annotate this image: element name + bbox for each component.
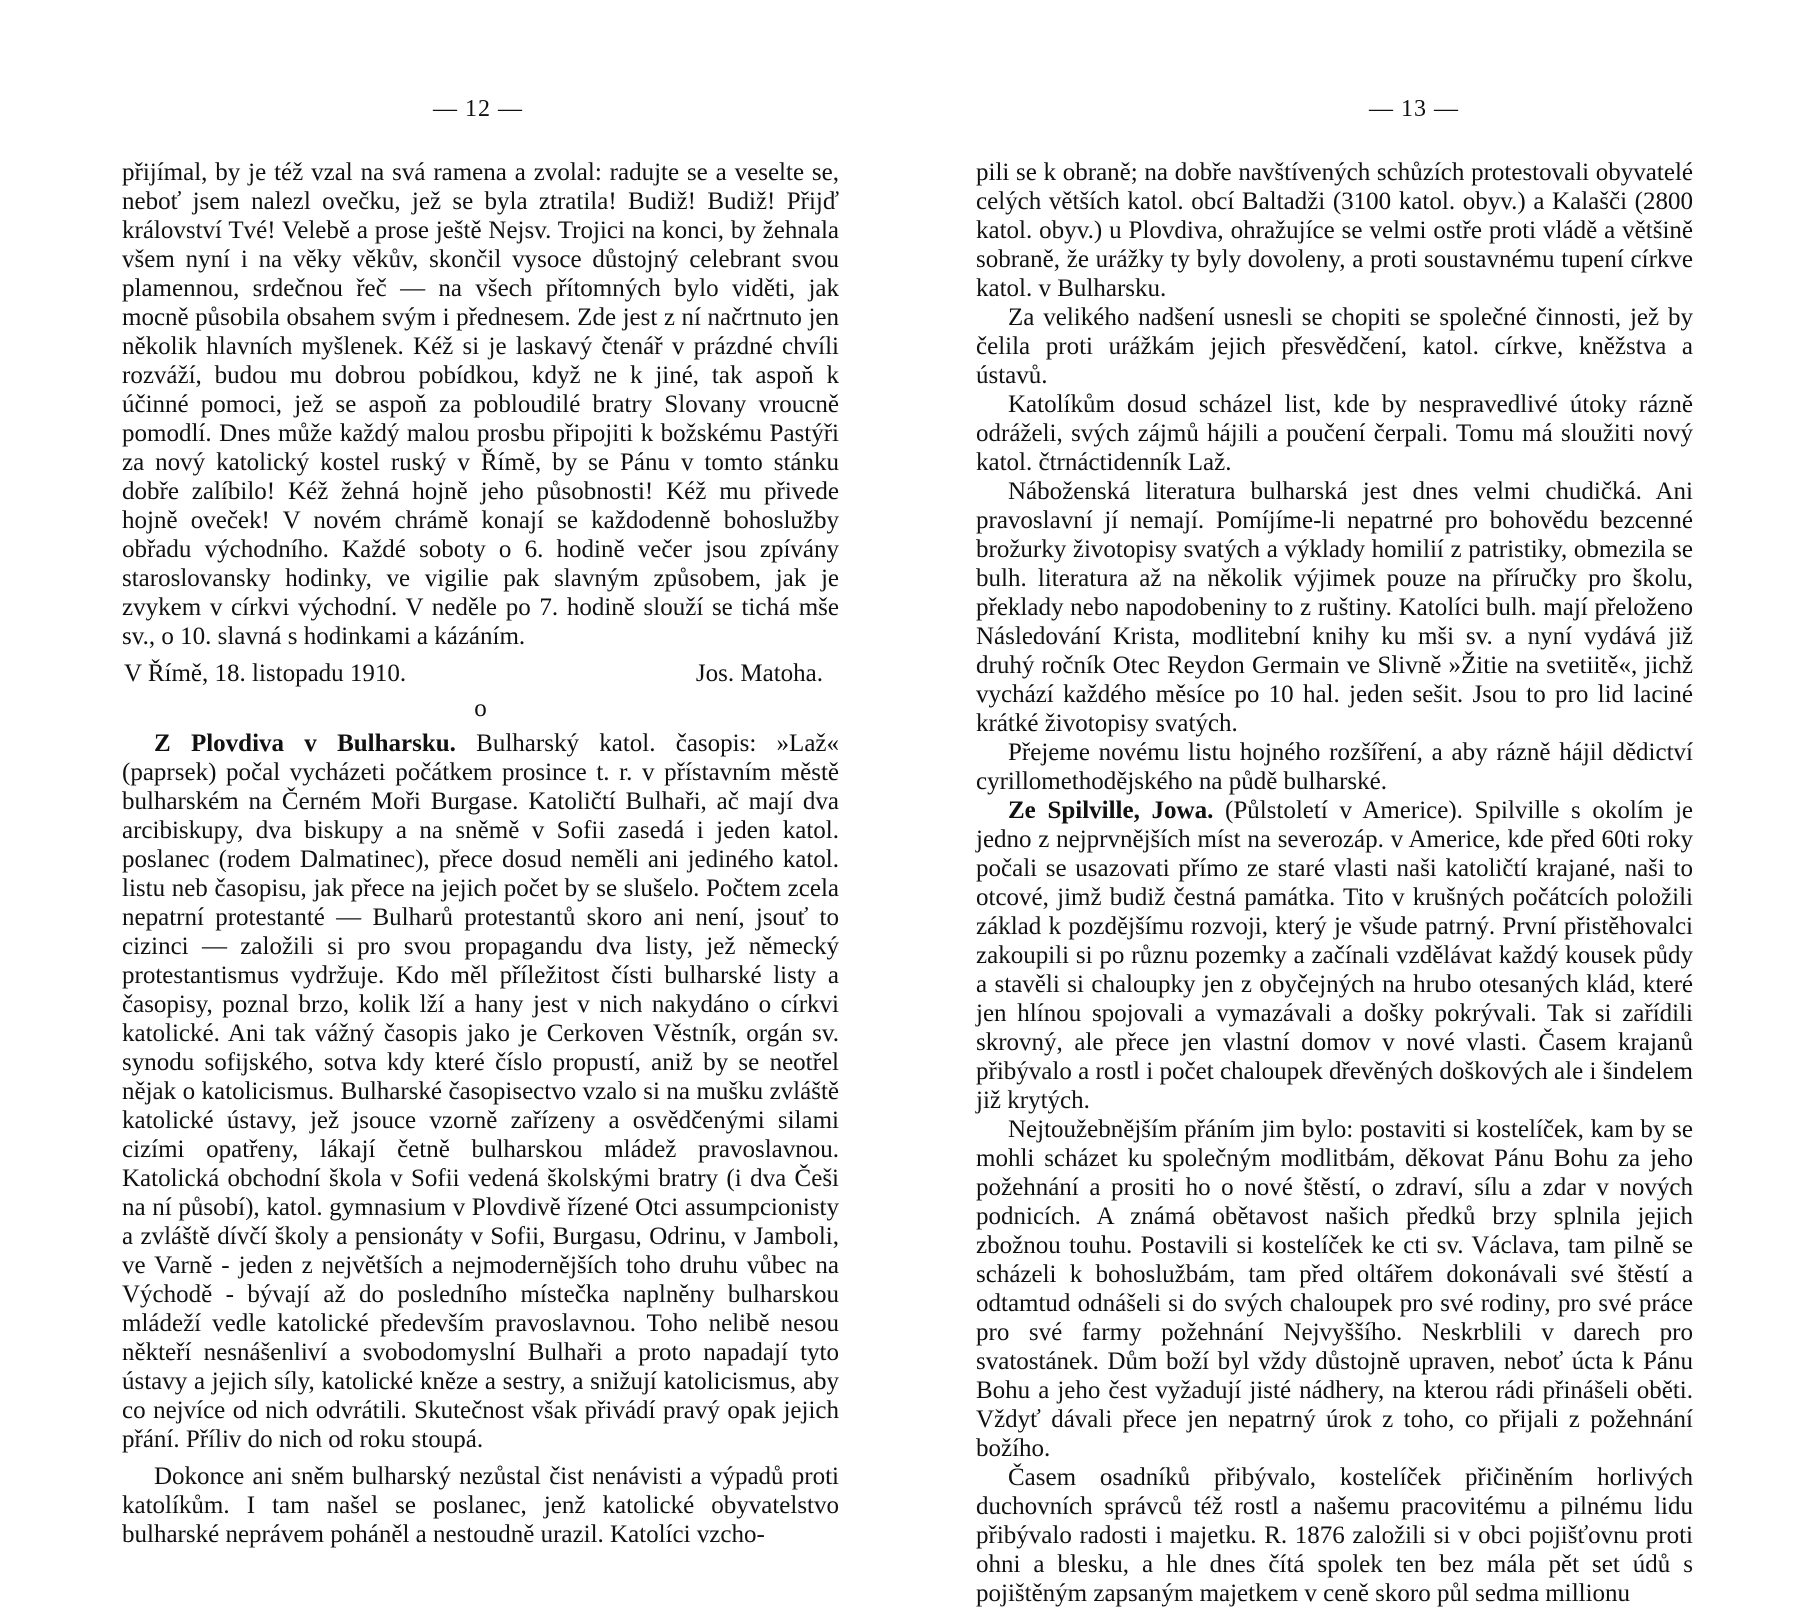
signature-line <box>122 659 839 688</box>
paragraph-plovdiv <box>122 729 839 1454</box>
page-number-right: — 13 — <box>1369 96 1459 122</box>
section-separator: o <box>474 695 487 722</box>
paragraph: Časem osadníků přibývalo, kostelíček přičiněním horlivých duchovních správců též rostl a našemu pracovitému a pilnému lidu přibývalo radosti i majetku. R. 1876 založili si v obci pojišťovnu proti ohni a blesku, a hle dnes čítá spolek ten bez mála pět set údů s pojištěným zapsaným majetkem v ceně skoro půl sedma millionu <box>976 1464 1693 1607</box>
paragraph: Dokonce ani sněm bulharský nezůstal čist nenávisti a výpadů proti katolíkům. I tam našel se poslanec, jenž katolické obyvatelstvo bulharské neprávem poháněl a nestoudně urazil. Katolíci vzcho- <box>122 1463 839 1548</box>
right-column <box>976 158 1693 1608</box>
left-page <box>0 0 902 1548</box>
paragraph: Náboženská literatura bulharská jest dnes velmi chudičká. Ani pravoslavní jí nemají. Pomíjíme-li nepatrné pro bohovědu bezcenné brožurky životopisy svatých a výklady homilií z patristiky, obmezila se bulh. literatura až na několik výjimek pouze na příručky pro školu, překlady nebo napodobeniny to z ruštiny. Katolíci bulh. mají přeloženo Následování Krista, modlitební knihy ku mši sv. a nyní vydává již druhý ročník Otec Reydon Germain ve Slivně »Žitie na svetiitě«, jichž vychází každého měsíce po 10 hal. jeden sešit. Jsou to pro lid laciné krátké životopisy svatých. <box>976 478 1693 737</box>
paragraph: přijímal, by je též vzal na svá ramena a zvolal: radujte se a veselte se, neboť jsem nalezl ovečku, jež se byla ztratila! Budiž! Budiž! Přijď království Tvé! Velebě a prose ještě Nejsv. Trojici na konci, by žehnala všem nyní i na věky věkův, skončil vysoce důstojný celebrant svou plamennou, srdečnou řeč — na všech přítomných bylo viděti, jak mocně působila obsahem svým i přednesem. Zde jest z ní načrtnuto jen několik hlavních myšlenek. Kéž si je laskavý čtenář v prázdné chvíli rozváží, budou mu dobrou pobídkou, když ne k jiné, tak aspoň k účinné pomoci, jež se aspoň za pobloudilé bratry Slovany vroucně pomodlí. Dnes může každý malou prosbu připojiti k božskému Pastýři za nový katolický kostel ruský v Římě, by se Pánu v tomto stánku dobře zalíbilo! Kéž žehná hojně jeho působnosti! Kéž mu přivede hojně oveček! V novém chrámě konají se každodenně bohoslužby obřadu východního. Každé soboty o 6. hodině večer jsou zpívány staroslovansky hodinky, ve vigilie pak slavným způsobem, jak je zvykem v církvi východní. V neděle po 7. hodině slouží se tichá mše sv., o 10. slavná s hodinkami a kázáním. <box>122 159 839 650</box>
paragraph: pili se k obraně; na dobře navštívených schůzích protestovali obyvatelé celých větších katol. obcí Baltadži (3100 katol. obyv.) a Kalašči (2800 katol. obyv.) u Plovdiva, ohražujíce se velmi ostře proti vládě a většině sobraně, že urážky ty byly dovoleny, a proti soustavnému tupení církve katol. v Bulharsku. <box>976 159 1693 302</box>
signature-place-date: V Římě, 18. listopadu 1910. <box>124 660 407 687</box>
paragraph: Za velikého nadšení usnesli se chopiti se společné činnosti, jež by čelila proti urážkám jejich přesvědčení, katol. církve, kněžstva a ústavů. <box>976 304 1693 389</box>
paragraph-text: Bulharský katol. časopis: »Laž« (paprsek) počal vycházeti počátkem prosince t. r. v přístavním městě bulharském na Černém Moři Burgase. Katoličtí Bulhaři, ač mají dva arcibiskupy, dva biskupy a na sněmě v Sofii zasedá i jeden katol. poslanec (rodem Dalmatinec), přece dosud neměli ani jediného katol. listu neb časopisu, jak přece na jejich počet by se slušelo. Počtem zcela nepatrní protestanté — Bulharů protestantů skoro ani není, jsouť to cizinci — založili si pro svou propagandu dva listy, jež německý protestantismus vydržuje. Kdo měl příležitost čísti bulharské listy a časopisy, poznal brzo, kolik lží a hany jest v nich nakydáno o církvi katolické. Ani tak vážný časopis jako je Cerkoven Věstník, orgán sv. synodu sofijského, sotva kdy které číslo propustí, aniž by se neotřel nějak o katolicismus. Bulharské časopisectvo vzalo si na mušku zvláště katolické ústavy, jež jsouce vzorně zařízeny a osvědčenými silami cizími opatřeny, lákají četně bulharskou mládež pravoslavnou. Katolická obchodní škola v Sofii vedená školskými bratry (i dva Češi na ní působí), katol. gymnasium v Plovdivě řízené Otci assumpcionisty a zvláště dívčí školy a pensionáty v Sofii, Burgasu, Odrinu, v Jamboli, ve Varně - jeden z největších a nejmodernějších toho druhu vůbec na Východě - bývají až do posledního místečka naplněny bulharskou mládeží vedle katolické především pravoslavnou. Toho nelibě nesou někteří nesnášenliví a svobodomyslní Bulhaři a proto napadají tyto ústavy a jejich síly, katolické kněze a sestry, a snižují katolicismus, aby co nejvíce od nich odvrátili. Skutečnost však přivádí pravý opak jejich přání. Příliv do nich od roku stoupá. <box>122 730 840 1453</box>
page-number-left: — 12 — <box>433 96 523 122</box>
paragraph: Přejeme novému listu hojného rozšíření, a aby rázně hájil dědictví cyrillomethodějského na půdě bulharské. <box>976 739 1693 795</box>
section-heading-spilville: Ze Spilville, Jowa. <box>1008 797 1214 824</box>
paragraph-text: (Půlstoletí v Americe). Spilville s okolím je jedno z nejprvnějších míst na severozáp. v Americe, kde před 60ti roky počali se usazovati přímo ze staré vlasti naši katoličtí krajané, naši to otcové, jimž budiž čestná památka. Tito v krušných počátcích položili základ k pozdějšímu rozvoji, který je všude patrný. První přistěhovalci zakoupili si po různu pozemky a začínali vzdělávat každý kousek půdy a stavěli si chaloupky jen z obyčejných na hrubo otesaných klád, které jen hlínou spojovali a vymazávali a došky pokrývali. Tak si zařídili skrovný, ale přece jen vlastní domov v nové vlasti. Časem krajanů přibývalo a rostl i počet chaloupek dřevěných doškových ale i šindelem již krytých. <box>976 797 1693 1114</box>
section-heading-plovdiv: Z Plovdiva v Bulharsku. <box>154 730 456 757</box>
paragraph: Nejtoužebnějším přáním jim bylo: postaviti si kostelíček, kam by se mohli scházet ku společným modlitbám, děkovat Pánu Bohu za jeho požehnání a prositi ho o nové štěstí, o zdraví, sílu a zdar v nových podnicích. A známá obětavost našich předků brzy splnila jejich zbožnou touhu. Postavili si kostelíček ke cti sv. Václava, tam pilně se scházeli k bohoslužbám, tam před oltářem dokonávali své štěstí a odtamtud odnášeli si do svých chaloupek pro své rodiny, pro své práce pro své farmy požehnání Nejvyššího. Neskrblili v darech pro svatostánek. Dům boží byl vždy důstojně upraven, neboť úcta k Pánu Bohu a jeho čest vyžadují jisté nádhery, na kterou rádi přinášeli oběti. Vždyť dávali přece jen nepatrný úrok z toho, co přijali z požehnání božího. <box>976 1116 1693 1462</box>
signature-author: Jos. Matoha. <box>695 660 823 687</box>
right-page <box>902 0 1804 1607</box>
left-column <box>122 158 839 1549</box>
paragraph-spilville <box>976 796 1693 1115</box>
paragraph: Katolíkům dosud scházel list, kde by nespravedlivé útoky rázně odráželi, svých zájmů hájili a poučení čerpali. Tomu má sloužiti nový katol. čtrnáctidenník Laž. <box>976 391 1693 476</box>
